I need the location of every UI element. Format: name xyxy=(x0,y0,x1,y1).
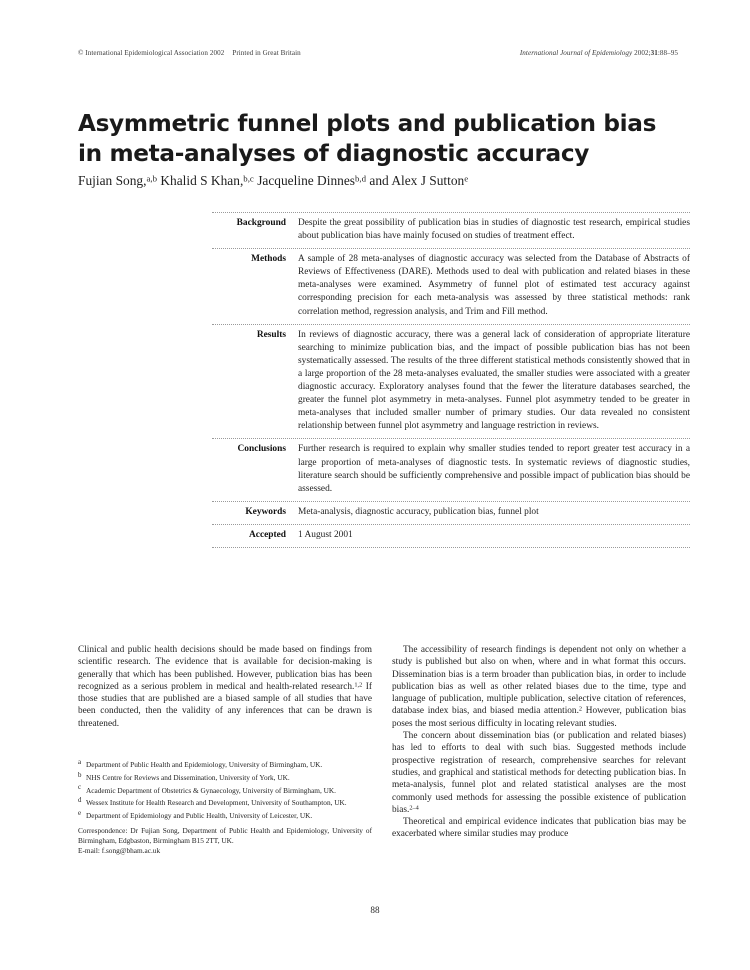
copyright-text: © International Epidemiological Association 2002 xyxy=(78,49,225,57)
citation-reference-marker: 2–4 xyxy=(409,804,419,812)
author-3-name: Jacqueline Dinnes xyxy=(253,173,355,188)
title-line-2: in meta-analyses of diagnostic accuracy xyxy=(78,139,590,167)
author-1-affiliation-marker: a,b xyxy=(146,173,157,184)
running-head xyxy=(78,49,678,57)
author-2-name: Khalid S Khan, xyxy=(157,173,244,188)
printed-in-text: Printed in Great Britain xyxy=(232,49,301,57)
paragraph-text-part-1: The concern about dissemination bias (or publication and related biases) has led to efforts to deal with such bias. Suggested methods include prospective registration of research, comprehensive searches for relevant studies, and graphical and statistical methods for detecting publication bias. In meta-analysis, funnel plot and related statistical analyses are the most commonly used methods for assessing the possible existence of publication bias. xyxy=(392,731,686,815)
citation-reference-marker: 1,2 xyxy=(354,681,363,689)
citation-reference-marker: 2 xyxy=(578,705,583,713)
paragraph-text-part-1: Clinical and public health decisions should be made based on findings from scientific research. The evidence that is available for decision-making is generally that which has been published. However, publication bias has been recognized as a serious problem in medical and health-related research. xyxy=(78,645,372,692)
correspondence-email[interactable]: E-mail: f.song@bham.ac.uk xyxy=(78,846,161,856)
affiliation-item-e xyxy=(78,811,372,821)
paragraph-text-part-2: However, publication bias poses the most serious difficulty in locating relevant studies. xyxy=(392,706,686,729)
citation-year: 2002; xyxy=(632,49,651,57)
abstract-text-accepted: 1 August 2001 xyxy=(298,529,353,540)
abstract-row-results xyxy=(212,324,690,439)
author-4-name: and Alex J Sutton xyxy=(366,173,465,188)
affiliations-footnotes xyxy=(78,760,372,857)
citation-volume: 31 xyxy=(650,49,658,57)
author-list xyxy=(78,172,698,190)
abstract-row-background xyxy=(212,212,690,248)
affiliation-item-b xyxy=(78,773,372,783)
abstract-label-background: Background xyxy=(236,218,286,228)
abstract-text-keywords: Meta-analysis, diagnostic accuracy, publication bias, funnel plot xyxy=(298,506,539,517)
affiliation-text-c: Academic Department of Obstetrics & Gynaecology, University of Birmingham, UK. xyxy=(86,785,336,795)
affiliation-marker-e: e xyxy=(78,810,82,817)
citation-pages: :88–95 xyxy=(657,49,678,57)
body-paragraph-left-1 xyxy=(78,644,372,730)
paragraph-text-part-2: If those studies that are published are a biased sample of all studies that have been conducted, then the validity of any inferences that can be drawn is threatened. xyxy=(78,681,372,729)
page-title xyxy=(78,109,698,169)
affiliation-text-b: NHS Centre for Reviews and Dissemination, University of York, UK. xyxy=(86,772,290,782)
author-2-affiliation-marker: b,c xyxy=(243,173,254,184)
affiliation-marker-a: a xyxy=(78,758,82,766)
affiliation-marker-d: d xyxy=(78,797,82,805)
abstract-text-conclusions: Further research is required to explain why smaller studies tended to report greater test accuracy in a large proportion of meta-analyses of diagnostic tests. In systematic reviews of diagnostic studies, literature search should be sufficiently comprehensive and possible impact of publication bias should be assessed. xyxy=(298,444,690,494)
copyright-line xyxy=(78,49,301,57)
body-paragraph-right-1 xyxy=(392,644,686,730)
abstract-label-conclusions: Conclusions xyxy=(237,444,286,455)
abstract-row-keywords xyxy=(212,501,690,524)
structured-abstract xyxy=(212,212,690,548)
body-column-left xyxy=(78,644,372,730)
journal-citation xyxy=(520,49,678,57)
affiliation-item-c xyxy=(78,786,372,796)
author-1-name: Fujian Song, xyxy=(78,173,147,188)
affiliation-marker-c: c xyxy=(78,784,82,792)
abstract-row-conclusions xyxy=(212,438,690,500)
paragraph-text-part-1: The accessibility of research findings is dependent not only on whether a study is published but also on when, where and in what format this occurs. Dissemination bias is a term broader than publication bias, in order to include publication bias as well as other related biases due to the time, type and language of publication, multiple publication, selective citation of references, database index bias, and biased media attention. xyxy=(392,645,686,717)
body-paragraph-right-3: Theoretical and empirical evidence indicates that publication bias may be exacerbated where similar studies may produce xyxy=(392,817,686,840)
correspondence-address: Correspondence: Dr Fujian Song, Department of Public Health and Epidemiology, University of Birmingham, Edgbaston, Birmingham B15 2TT, UK. xyxy=(78,825,372,845)
author-4-affiliation-marker: e xyxy=(464,173,469,184)
body-paragraph-right-2 xyxy=(392,730,686,816)
abstract-label-accepted: Accepted xyxy=(249,529,286,540)
abstract-label-keywords: Keywords xyxy=(245,506,286,517)
correspondence-block xyxy=(78,826,372,857)
affiliation-item-a xyxy=(78,760,372,770)
abstract-text-methods: A sample of 28 meta-analyses of diagnostic accuracy was selected from the Database of Abstracts of Reviews of Effectiveness (DARE). Methods used to deal with publication and related biases in these meta-analyses were examined. Asymmetry of funnel plot of estimated test accuracy against corresponding precision for each meta-analysis was assessed by three statistical methods: rank correlation method, regression analysis, and Trim and Fill method. xyxy=(298,254,690,317)
abstract-label-results: Results xyxy=(256,329,286,340)
abstract-label-methods: Methods xyxy=(251,254,286,265)
affiliation-marker-b: b xyxy=(78,771,82,779)
page-number: 88 xyxy=(370,905,380,915)
abstract-row-accepted xyxy=(212,524,690,548)
author-3-affiliation-marker: b,d xyxy=(355,173,367,184)
affiliation-item-d xyxy=(78,798,372,808)
title-line-1: Asymmetric funnel plots and publication bias xyxy=(78,109,657,137)
affiliation-text-a: Department of Public Health and Epidemiology, University of Birmingham, UK. xyxy=(86,760,323,769)
affiliation-text-d: Wessex Institute for Health Research and Development, University of Southampton, UK. xyxy=(86,798,347,808)
abstract-text-background: Despite the great possibility of publication bias in studies of diagnostic test research, empirical studies about publication bias have mainly focused on studies of treatment effect. xyxy=(298,218,690,242)
affiliation-text-e: Department of Epidemiology and Public Health, University of Leicester, UK. xyxy=(86,811,313,821)
journal-name: International Journal of Epidemiology xyxy=(519,49,633,57)
abstract-row-methods xyxy=(212,248,690,323)
abstract-text-results: In reviews of diagnostic accuracy, there was a general lack of consideration of appropriate literature searching to minimize publication bias, and the impact of possible publication bias has not been systematically assessed. The results of the three different statistical methods consistently showed that in a large proportion of the 28 meta-analyses evaluated, the smaller studies were associated with a greater diagnostic accuracy. Exploratory analyses found that the fewer the literature databases searched, the greater the funnel plot asymmetry in meta-analyses. Funnel plot asymmetry tended to be greater in meta-analyses that included smaller number of primary studies. Our data revealed no consistent relationship between funnel plot asymmetry and language restriction in reviews. xyxy=(298,329,690,432)
body-column-right xyxy=(392,644,686,841)
